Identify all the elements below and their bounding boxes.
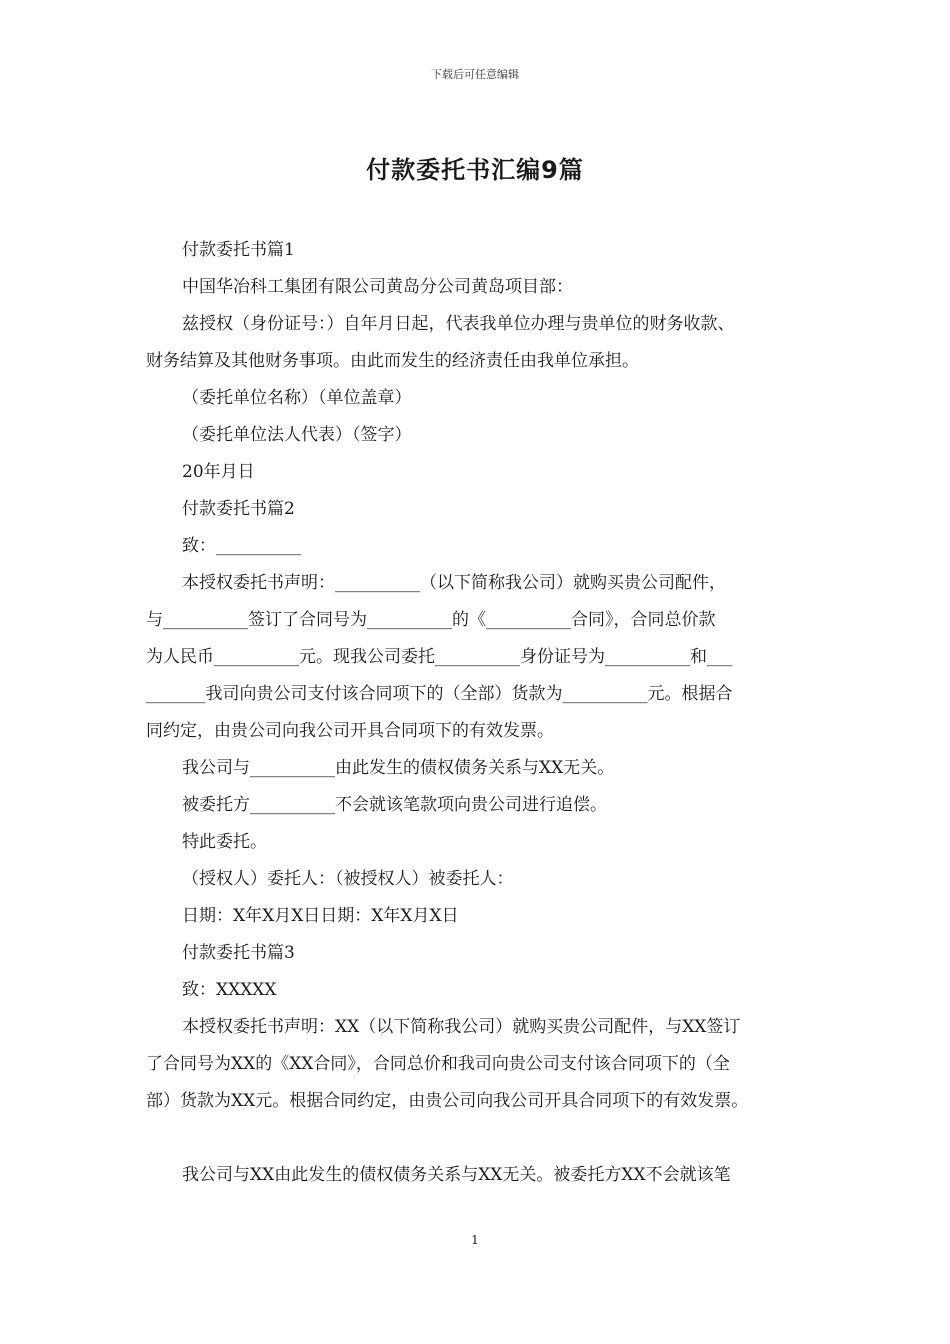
body-line: 同约定，由贵公司向我公司开具合同项下的有效发票。 — [146, 721, 554, 741]
header-note: 下载后可任意编辑 — [431, 68, 519, 81]
date-line: 日期：X年X月X日日期：X年X月X日 — [182, 906, 459, 926]
signature-line: （授权人）委托人：（被授权人）被委托人： — [182, 869, 514, 889]
body-line: 了合同号为XX的《XX合同》，合同总价和我司向贵公司支付该合同项下的（全 — [146, 1054, 730, 1074]
document-body — [146, 232, 822, 1194]
section-heading-1: 付款委托书篇1 — [182, 240, 295, 260]
addressee-line: 中国华冶科工集团有限公司黄岛分公司黄岛项目部： — [182, 277, 573, 297]
body-line: 财务结算及其他财务事项。由此而发生的经济责任由我单位承担。 — [146, 351, 639, 371]
body-line: 我公司与__________由此发生的债权债务关系与XX无关。 — [182, 758, 615, 778]
page-number: 1 — [471, 1233, 479, 1247]
body-line: 被委托方__________不会就该笔款项向贵公司进行追偿。 — [182, 795, 607, 815]
body-line: 部）货款为XX元。根据合同约定，由贵公司向我公司开具合同项下的有效发票。 — [146, 1091, 749, 1111]
body-line: 兹授权（身份证号：）自年月日起，代表我单位办理与贵单位的财务收款、 — [182, 314, 735, 334]
body-line: 本授权委托书声明：__________（以下简称我公司）就购买贵公司配件， — [182, 573, 726, 593]
body-line: 为人民币__________元。现我公司委托__________身份证号为__________和___ — [146, 647, 733, 667]
signature-line: （委托单位法人代表）（签字） — [182, 425, 412, 445]
signature-line: （委托单位名称）（单位盖章） — [182, 388, 412, 408]
section-heading-3: 付款委托书篇3 — [182, 943, 295, 963]
addressee-line: 致：XXXXX — [182, 980, 277, 1000]
date-line: 20年月日 — [182, 462, 255, 482]
document-title: 付款委托书汇编9篇 — [366, 156, 584, 184]
section-heading-2: 付款委托书篇2 — [182, 499, 295, 519]
paragraph-gap — [146, 1120, 822, 1157]
body-line: 与__________签订了合同号为__________的《__________合同》，合同总价款 — [146, 610, 716, 630]
body-line: 特此委托。 — [182, 832, 267, 852]
body-line: 本授权委托书声明：XX（以下简称我公司）就购买贵公司配件，与XX签订 — [182, 1017, 741, 1037]
body-line: 我公司与XX由此发生的债权债务关系与XX无关。被委托方XX不会就该笔 — [182, 1165, 731, 1185]
addressee-line: 致：__________ — [182, 536, 301, 556]
body-line: _______我司向贵公司支付该合同项下的（全部）货款为__________元。根据合 — [146, 684, 733, 704]
